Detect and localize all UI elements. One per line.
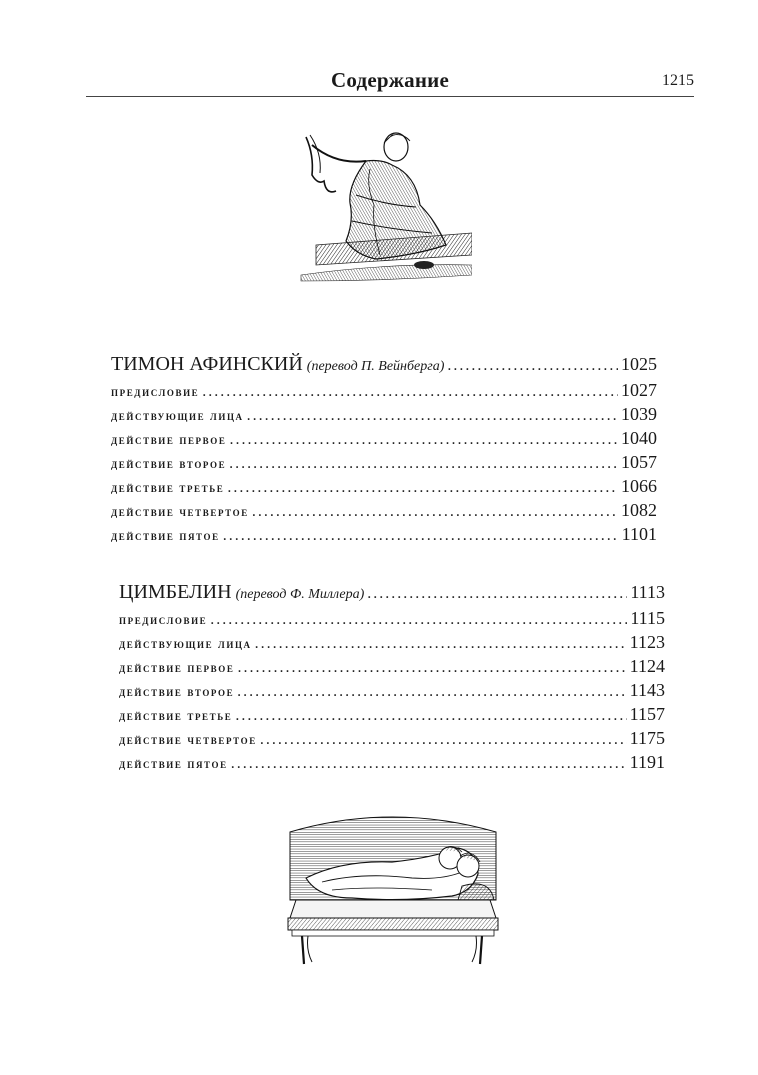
toc-item[interactable] (111, 474, 657, 498)
toc-play-entry[interactable] (119, 578, 665, 606)
dot-leader (447, 352, 618, 378)
toc-item[interactable] (111, 498, 657, 522)
toc-item[interactable] (119, 678, 665, 702)
toc-item[interactable] (119, 630, 665, 654)
dot-leader (367, 580, 627, 606)
translator-note: (перевод П. Вейнберга) (306, 359, 445, 374)
dot-leader (247, 404, 618, 426)
toc-page-number: 1123 (629, 632, 665, 652)
toc-item[interactable] (119, 702, 665, 726)
toc-item[interactable] (119, 654, 665, 678)
toc-item[interactable] (119, 750, 665, 774)
toc-page-number: 1040 (621, 428, 657, 448)
dot-leader (229, 428, 618, 450)
toc-item-label: действующие лица (119, 636, 252, 651)
toc-page-number: 1124 (629, 656, 665, 676)
toc-page-number: 1113 (630, 582, 665, 602)
toc-item-label: предисловие (119, 612, 208, 627)
dot-leader (237, 680, 626, 702)
toc-page-number: 1175 (629, 728, 665, 748)
toc-page-number: 1191 (629, 752, 665, 772)
play-title: ЦИМБЕЛИН (перевод Ф. Миллера) (119, 581, 365, 603)
dot-leader (210, 608, 627, 630)
toc-item-label: действие первое (111, 432, 227, 447)
toc-item[interactable] (111, 402, 657, 426)
toc-page-number: 1101 (621, 524, 657, 544)
toc-page-number: 1115 (630, 608, 665, 628)
toc-item[interactable] (119, 726, 665, 750)
woman-with-ribbon-illustration (296, 125, 472, 285)
toc-item[interactable] (119, 606, 665, 630)
toc-page-number: 1066 (621, 476, 657, 496)
sleeping-children-tomb-illustration (282, 808, 504, 966)
toc-item-label: действие второе (119, 684, 235, 699)
toc-page-number: 1025 (621, 354, 657, 374)
toc-item-label: действие третье (119, 708, 233, 723)
toc-item-label: действие второе (111, 456, 227, 471)
page-number: 1215 (662, 72, 694, 89)
toc-item-label: действие пятое (119, 756, 228, 771)
dot-leader (227, 476, 618, 498)
toc-item-label: действие пятое (111, 528, 220, 543)
toc-section-cymbeline (119, 578, 665, 774)
toc-item[interactable] (111, 378, 657, 402)
toc-page-number: 1057 (621, 452, 657, 472)
dot-leader (229, 452, 618, 474)
toc-item-label: действие первое (119, 660, 235, 675)
toc-item-label: действие третье (111, 480, 225, 495)
toc-item[interactable] (111, 426, 657, 450)
toc-item-label: предисловие (111, 384, 200, 399)
dot-leader (252, 500, 618, 522)
toc-item-label: действие четвертое (111, 504, 249, 519)
dot-leader (202, 380, 618, 402)
dot-leader (223, 524, 619, 546)
toc-item-label: действие четвертое (119, 732, 257, 747)
page-title: Содержание (331, 68, 449, 92)
toc-item-label: действующие лица (111, 408, 244, 423)
toc-item[interactable] (111, 522, 657, 546)
toc-page-number: 1039 (621, 404, 657, 424)
toc-page-number: 1027 (621, 380, 657, 400)
toc-section-timon (111, 350, 657, 546)
toc-page-number: 1143 (629, 680, 665, 700)
dot-leader (237, 656, 626, 678)
toc-page-number: 1157 (629, 704, 665, 724)
running-header (86, 64, 694, 97)
toc-item[interactable] (111, 450, 657, 474)
dot-leader (260, 728, 627, 750)
dot-leader (255, 632, 627, 654)
toc-play-entry[interactable] (111, 350, 657, 378)
toc-page-number: 1082 (621, 500, 657, 520)
translator-note: (перевод Ф. Миллера) (235, 587, 365, 602)
dot-leader (231, 752, 627, 774)
play-title: ТИМОН АФИНСКИЙ (перевод П. Вейнберга) (111, 353, 445, 375)
dot-leader (235, 704, 626, 726)
